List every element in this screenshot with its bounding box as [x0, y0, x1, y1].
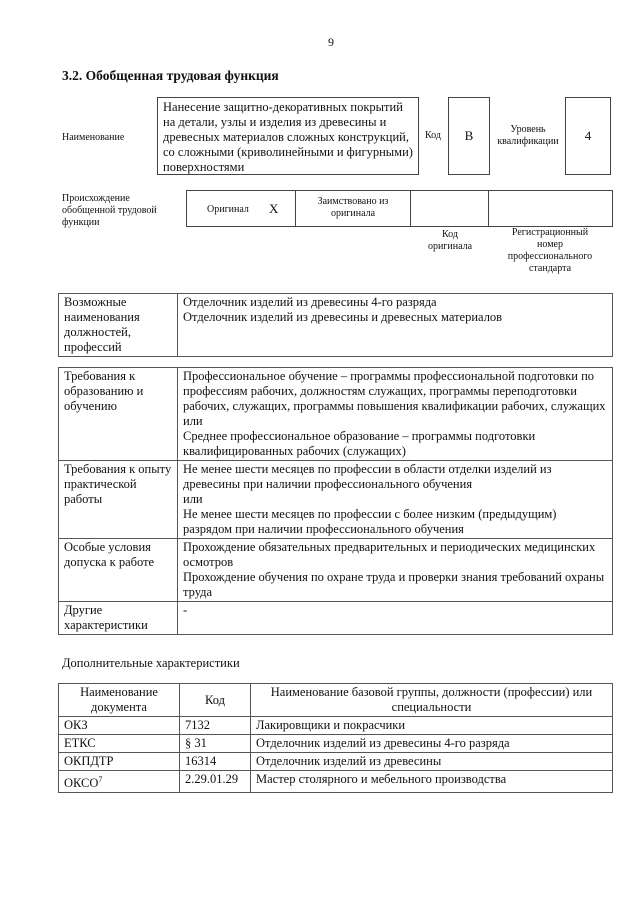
- additional-title: Дополнительные характеристики: [62, 656, 240, 670]
- name-cell: Отделочник изделий из древесины 4-го разряда: [251, 735, 613, 753]
- column-header: Наименование базовой группы, должности (профессии) или специальности: [251, 684, 613, 717]
- requirement-line: Прохождение обязательных предварительных и периодических медицинских осмотров: [183, 540, 596, 569]
- column-header: Код: [180, 684, 251, 717]
- table-header-row: [59, 684, 613, 717]
- requirement-value: [178, 368, 613, 461]
- position-line: Отделочник изделий из древесины 4-го разряда: [183, 295, 437, 309]
- footnote-marker: 7: [98, 775, 103, 784]
- requirement-line: Среднее профессиональное образование – программы подготовки квалифицированных рабочих (служащих): [183, 429, 536, 458]
- requirement-line: Не менее шести месяцев по профессии в области отделки изделий из древесины при наличии профессионального обучения: [183, 462, 552, 491]
- requirement-label: Другие характеристики: [59, 602, 178, 635]
- original-label: Оригинал: [207, 204, 249, 215]
- requirement-line: Не менее шести месяцев по профессии с более низким (предыдущим) разрядом при наличии профессионального обучения: [183, 507, 557, 536]
- requirement-label: Особые условия допуска к работе: [59, 539, 178, 602]
- requirement-line: или: [183, 492, 203, 506]
- name-cell: Мастер столярного и мебельного производства: [251, 771, 613, 793]
- doc-cell: ОКЗ: [59, 717, 180, 735]
- code-cell: 2.29.01.29: [180, 771, 251, 793]
- code-value: B: [448, 97, 490, 175]
- position-line: Отделочник изделий из древесины и древесных материалов: [183, 310, 503, 324]
- reg-number-cell: [488, 190, 613, 227]
- section-title: 3.2. Обобщенная трудовая функция: [62, 68, 279, 83]
- requirement-line: Профессиональное обучение – программы профессиональной подготовки по профессиям рабочих, должностям служащих, программы переподготовки рабочих, служащих, программы повышения квалификации рабочих, служащих: [183, 369, 606, 413]
- table-row: [59, 735, 613, 753]
- code-label: Код: [425, 130, 441, 141]
- doc-cell: ОКПДТР: [59, 753, 180, 771]
- name-cell: Отделочник изделий из древесины: [251, 753, 613, 771]
- original-code-cell: [410, 190, 489, 227]
- name-label: Наименование: [62, 132, 125, 143]
- requirement-label: Требования к образованию и обучению: [59, 368, 178, 461]
- table-row: [59, 717, 613, 735]
- positions-table: [58, 293, 613, 357]
- borrowed-label: Заимствовано из оригинала: [295, 190, 411, 227]
- requirement-value: -: [178, 602, 613, 635]
- requirement-value: [178, 539, 613, 602]
- level-value: 4: [565, 97, 611, 175]
- name-cell: Лакировщики и покрасчики: [251, 717, 613, 735]
- origin-original-cell: [186, 190, 296, 227]
- table-row: [59, 771, 613, 793]
- requirement-line: Прохождение обучения по охране труда и проверки знания требований охраны труда: [183, 570, 605, 599]
- table-row: [59, 539, 613, 602]
- doc-cell: ЕТКС: [59, 735, 180, 753]
- reg-number-caption: Регистрационный номер профессионального стандарта: [507, 227, 593, 274]
- additional-table: [58, 683, 613, 793]
- origin-label: Происхождение обобщенной трудовой функции: [62, 193, 157, 228]
- table-row: [59, 368, 613, 461]
- requirement-line: или: [183, 414, 203, 428]
- positions-value: [178, 294, 613, 357]
- page-number: 9: [328, 35, 334, 49]
- requirements-table: [58, 367, 613, 635]
- table-row: [59, 461, 613, 539]
- code-cell: § 31: [180, 735, 251, 753]
- table-row: [59, 602, 613, 635]
- original-code-caption: Код оригинала: [427, 229, 473, 252]
- requirement-label: Требования к опыту практической работы: [59, 461, 178, 539]
- positions-label: Возможные наименования должностей, профессий: [59, 294, 178, 357]
- requirement-value: [178, 461, 613, 539]
- table-row: [59, 294, 613, 357]
- level-label: Уровень квалификации: [497, 124, 559, 147]
- code-cell: 7132: [180, 717, 251, 735]
- table-row: [59, 753, 613, 771]
- original-mark: X: [269, 201, 279, 216]
- doc-name: ОКСО: [64, 776, 99, 791]
- code-cell: 16314: [180, 753, 251, 771]
- name-value: Нанесение защитно-декоративных покрытий на детали, узлы и изделия из древесины и древесных материалов сложных конструкций, со сложными (криволинейными и фигурными) поверхностями: [157, 97, 419, 175]
- column-header: Наименование документа: [59, 684, 180, 717]
- doc-cell: [59, 771, 180, 793]
